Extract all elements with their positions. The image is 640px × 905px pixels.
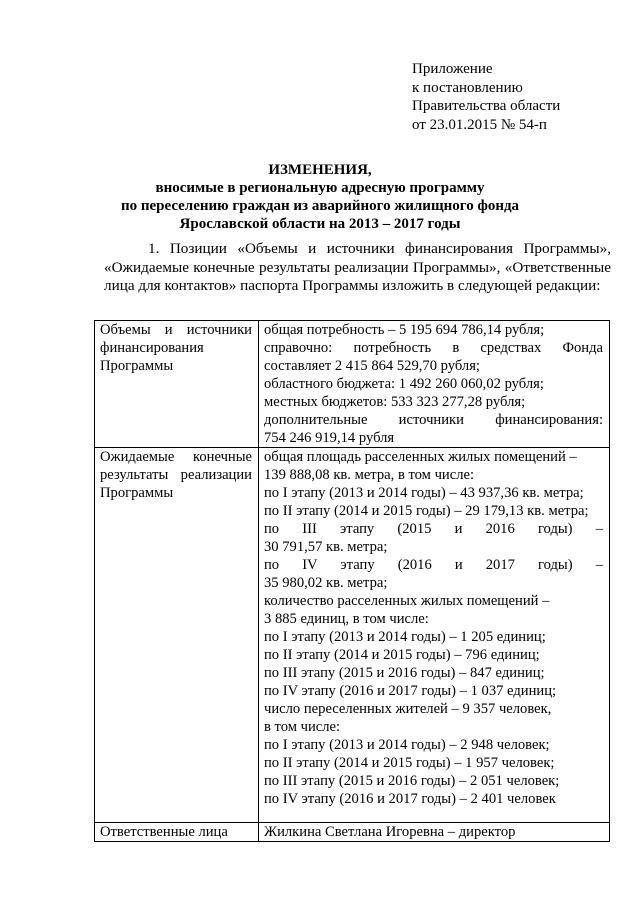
value-line: по I этапу (2013 и 2014 годы) – 2 948 человек; (264, 737, 550, 753)
row-label: Ответственные лица (95, 823, 259, 842)
appendix-line: Правительства области (412, 98, 561, 114)
value-line: составляет 2 415 864 529,70 рубля; (264, 358, 480, 374)
cell-spacer (264, 808, 603, 822)
intro-paragraph (104, 240, 611, 296)
value-line: количество расселенных жилых помещений – (264, 593, 550, 609)
value-line: по III этапу (2015 и 2016 годы) – (264, 521, 603, 537)
table-row (95, 448, 610, 823)
appendix-block (412, 60, 560, 134)
row-label: Объемы и источники финансирования Программы (95, 321, 259, 448)
value-line: по III этапу (2015 и 2016 годы) – 847 единиц; (264, 665, 545, 681)
value-line: местных бюджетов: 533 323 277,28 рубля; (264, 394, 526, 410)
value-line: по III этапу (2015 и 2016 годы) – 2 051 человек; (264, 773, 560, 789)
appendix-line: к постановлению (412, 79, 523, 96)
table-row (95, 823, 610, 842)
value-line: по IV этапу (2016 и 2017 годы) – 1 037 единиц; (264, 683, 557, 699)
value-line: по IV этапу (2016 и 2017 годы) – 2 401 человек (264, 791, 556, 807)
value-line: в том числе: (264, 719, 341, 735)
value-line: общая площадь расселенных жилых помещений – (264, 449, 577, 465)
row-label: Ожидаемые конечные результаты реализации Программы (95, 448, 259, 823)
value-line: областного бюджета: 1 492 260 060,02 рубля; (264, 376, 544, 392)
passport-table (94, 320, 610, 842)
value-line: по II этапу (2014 и 2015 годы) – 29 179,13 кв. метра; (264, 503, 589, 519)
value-line: по IV этапу (2016 и 2017 годы) – (264, 557, 603, 573)
value-line: число переселенных жителей – 9 357 человек, (264, 701, 552, 717)
value-line: по I этапу (2013 и 2014 годы) – 1 205 единиц; (264, 629, 546, 645)
value-line: по II этапу (2014 и 2015 годы) – 1 957 человек; (264, 755, 555, 771)
value-line: общая потребность – 5 195 694 786,14 рубля; (264, 322, 545, 338)
heading-line: по переселению граждан из аварийного жилищного фонда (120, 198, 520, 214)
value-line: 139 888,08 кв. метра, в том числе: (264, 467, 475, 483)
table-row (95, 321, 610, 448)
row-value (259, 448, 610, 823)
heading-title: ИЗМЕНЕНИЯ, (268, 162, 372, 178)
appendix-line: от 23.01.2015 № 54-п (412, 116, 547, 133)
value-line: 35 980,02 кв. метра; (264, 575, 388, 591)
value-line: дополнительные источники финансирования: (264, 412, 603, 428)
heading-line: Ярославской области на 2013 – 2017 годы (179, 216, 461, 232)
value-line: 30 791,57 кв. метра; (264, 539, 388, 555)
value-line: справочно: потребность в средствах Фонда (264, 340, 603, 356)
value-line: по II этапу (2014 и 2015 годы) – 796 единиц; (264, 647, 540, 663)
document-heading (0, 161, 640, 233)
row-value (259, 321, 610, 448)
value-line: 754 246 919,14 рубля (264, 430, 395, 446)
value-line: по I этапу (2013 и 2014 годы) – 43 937,36 кв. метра; (264, 485, 584, 501)
intro-text: 1. Позиции «Объемы и источники финансирования Программы», «Ожидаемые конечные результаты реализации Программы», «Ответственные лица для контактов» паспорта Программы изложить в следующей редакции: (104, 240, 611, 294)
value-line: Жилкина Светлана Игоревна – директор (264, 824, 516, 840)
appendix-line: Приложение (412, 61, 493, 77)
value-line: 3 885 единиц, в том числе: (264, 611, 429, 627)
heading-line: вносимые в региональную адресную программу (155, 180, 485, 196)
row-value (259, 823, 610, 842)
